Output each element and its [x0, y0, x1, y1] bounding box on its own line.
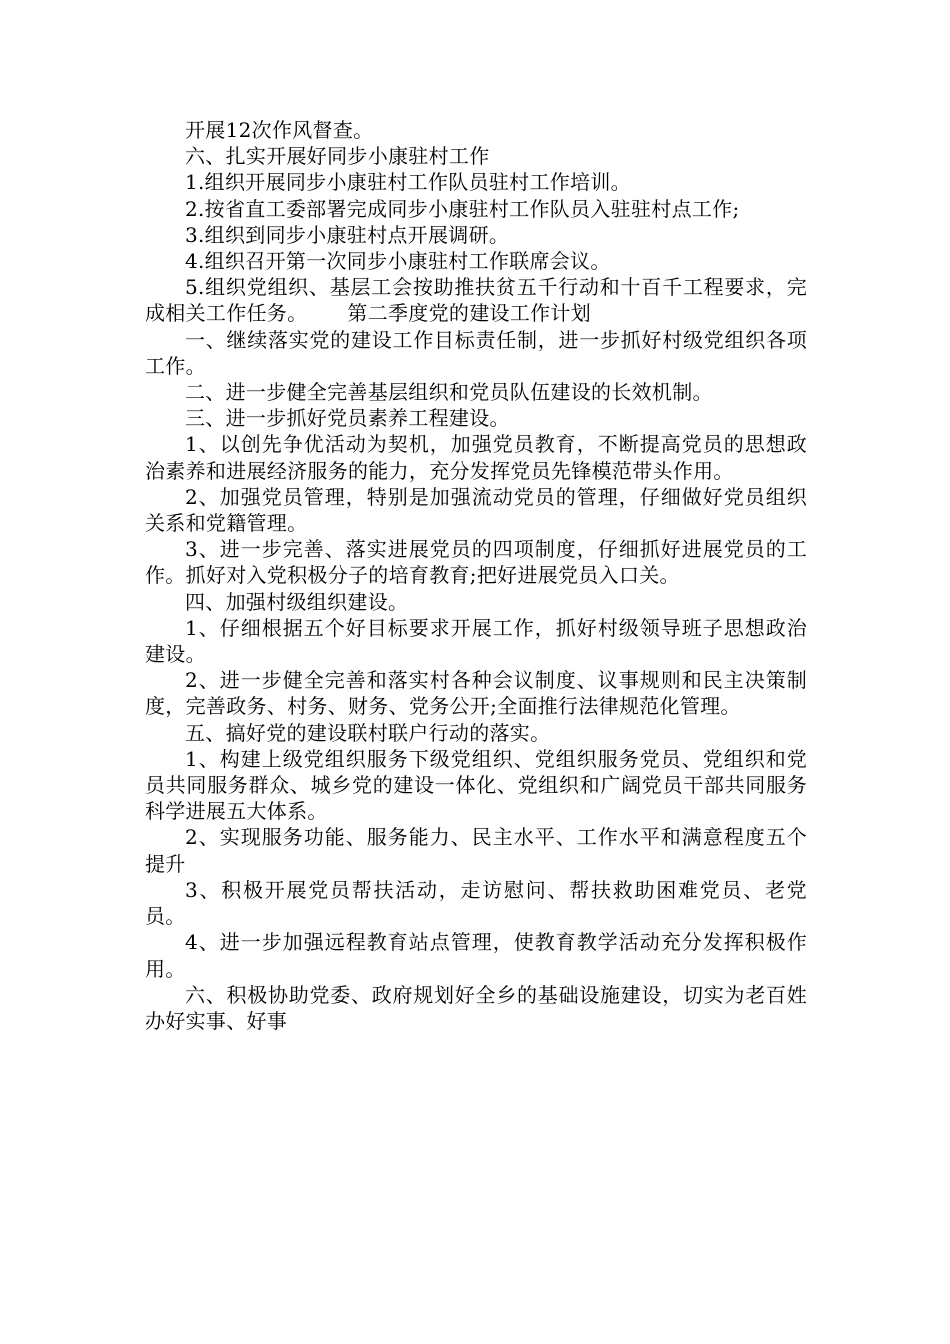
- paragraph: 3、进一步完善、落实进展党员的四项制度，仔细抓好进展党员的工作。抓好对入党积极分子的培育教育;把好进展党员入口关。: [145, 537, 807, 588]
- section-heading: 一、继续落实党的建设工作目标责任制，进一步抓好村级党组织各项工作。: [145, 327, 807, 378]
- document-body: [145, 117, 807, 1034]
- paragraph-text: 5.组织党组织、基层工会按助推扶贫五千行动和十百千工程要求，完成相关工作任务。: [145, 275, 807, 326]
- section-heading: 六、积极协助党委、政府规划好全乡的基础设施建设，切实为老百姓办好实事、好事: [145, 982, 807, 1033]
- paragraph: 1、以创先争优活动为契机，加强党员教育，不断提高党员的思想政治素养和进展经济服务的能力，充分发挥党员先锋模范带头作用。: [145, 432, 807, 483]
- paragraph: 1、仔细根据五个好目标要求开展工作，抓好村级领导班子思想政治建设。: [145, 615, 807, 667]
- paragraph: 2、进一步健全完善和落实村各种会议制度、议事规则和民主决策制度，完善政务、村务、财务、党务公开;全面推行法律规范化管理。: [145, 668, 807, 719]
- paragraph: 3.组织到同步小康驻村点开展调研。: [185, 222, 510, 247]
- paragraph: 开展12次作风督查。: [185, 118, 374, 142]
- paragraph: 1、构建上级党组织服务下级党组织、党组织服务党员、党组织和党员共同服务群众、城乡党的建设一体化、党组织和广阔党员干部共同服务科学进展五大体系。: [145, 746, 807, 824]
- paragraph: 4.组织召开第一次同步小康驻村工作联席会议。: [185, 249, 611, 274]
- section-heading: 二、进一步健全完善基层组织和党员队伍建设的长效机制。: [185, 380, 713, 405]
- section-heading: 五、搞好党的建设联村联户行动的落实。: [185, 720, 551, 745]
- paragraph: 2、加强党员管理，特别是加强流动党员的管理，仔细做好党员组织关系和党籍管理。: [145, 484, 807, 536]
- paragraph: 1.组织开展同步小康驻村工作队员驻村工作培训。: [185, 170, 631, 195]
- paragraph: 2.按省直工委部署完成同步小康驻村工作队员入驻驻村点工作;: [185, 196, 740, 221]
- section-heading: 六、扎实开展好同步小康驻村工作: [185, 144, 490, 169]
- paragraph: 3、积极开展党员帮扶活动，走访慰问、帮扶救助困难党员、老党员。: [145, 877, 807, 929]
- section-heading: 四、加强村级组织建设。: [185, 589, 409, 614]
- section-heading: 三、进一步抓好党员素养工程建设。: [185, 406, 510, 431]
- plan-title: 第二季度党的建设工作计划: [347, 301, 592, 326]
- paragraph: 4、进一步加强远程教育站点管理，使教育教学活动充分发挥积极作用。: [145, 930, 807, 981]
- paragraph: 2、实现服务功能、服务能力、民主水平、工作水平和满意程度五个提升: [145, 825, 807, 876]
- paragraph-with-heading: [145, 274, 807, 326]
